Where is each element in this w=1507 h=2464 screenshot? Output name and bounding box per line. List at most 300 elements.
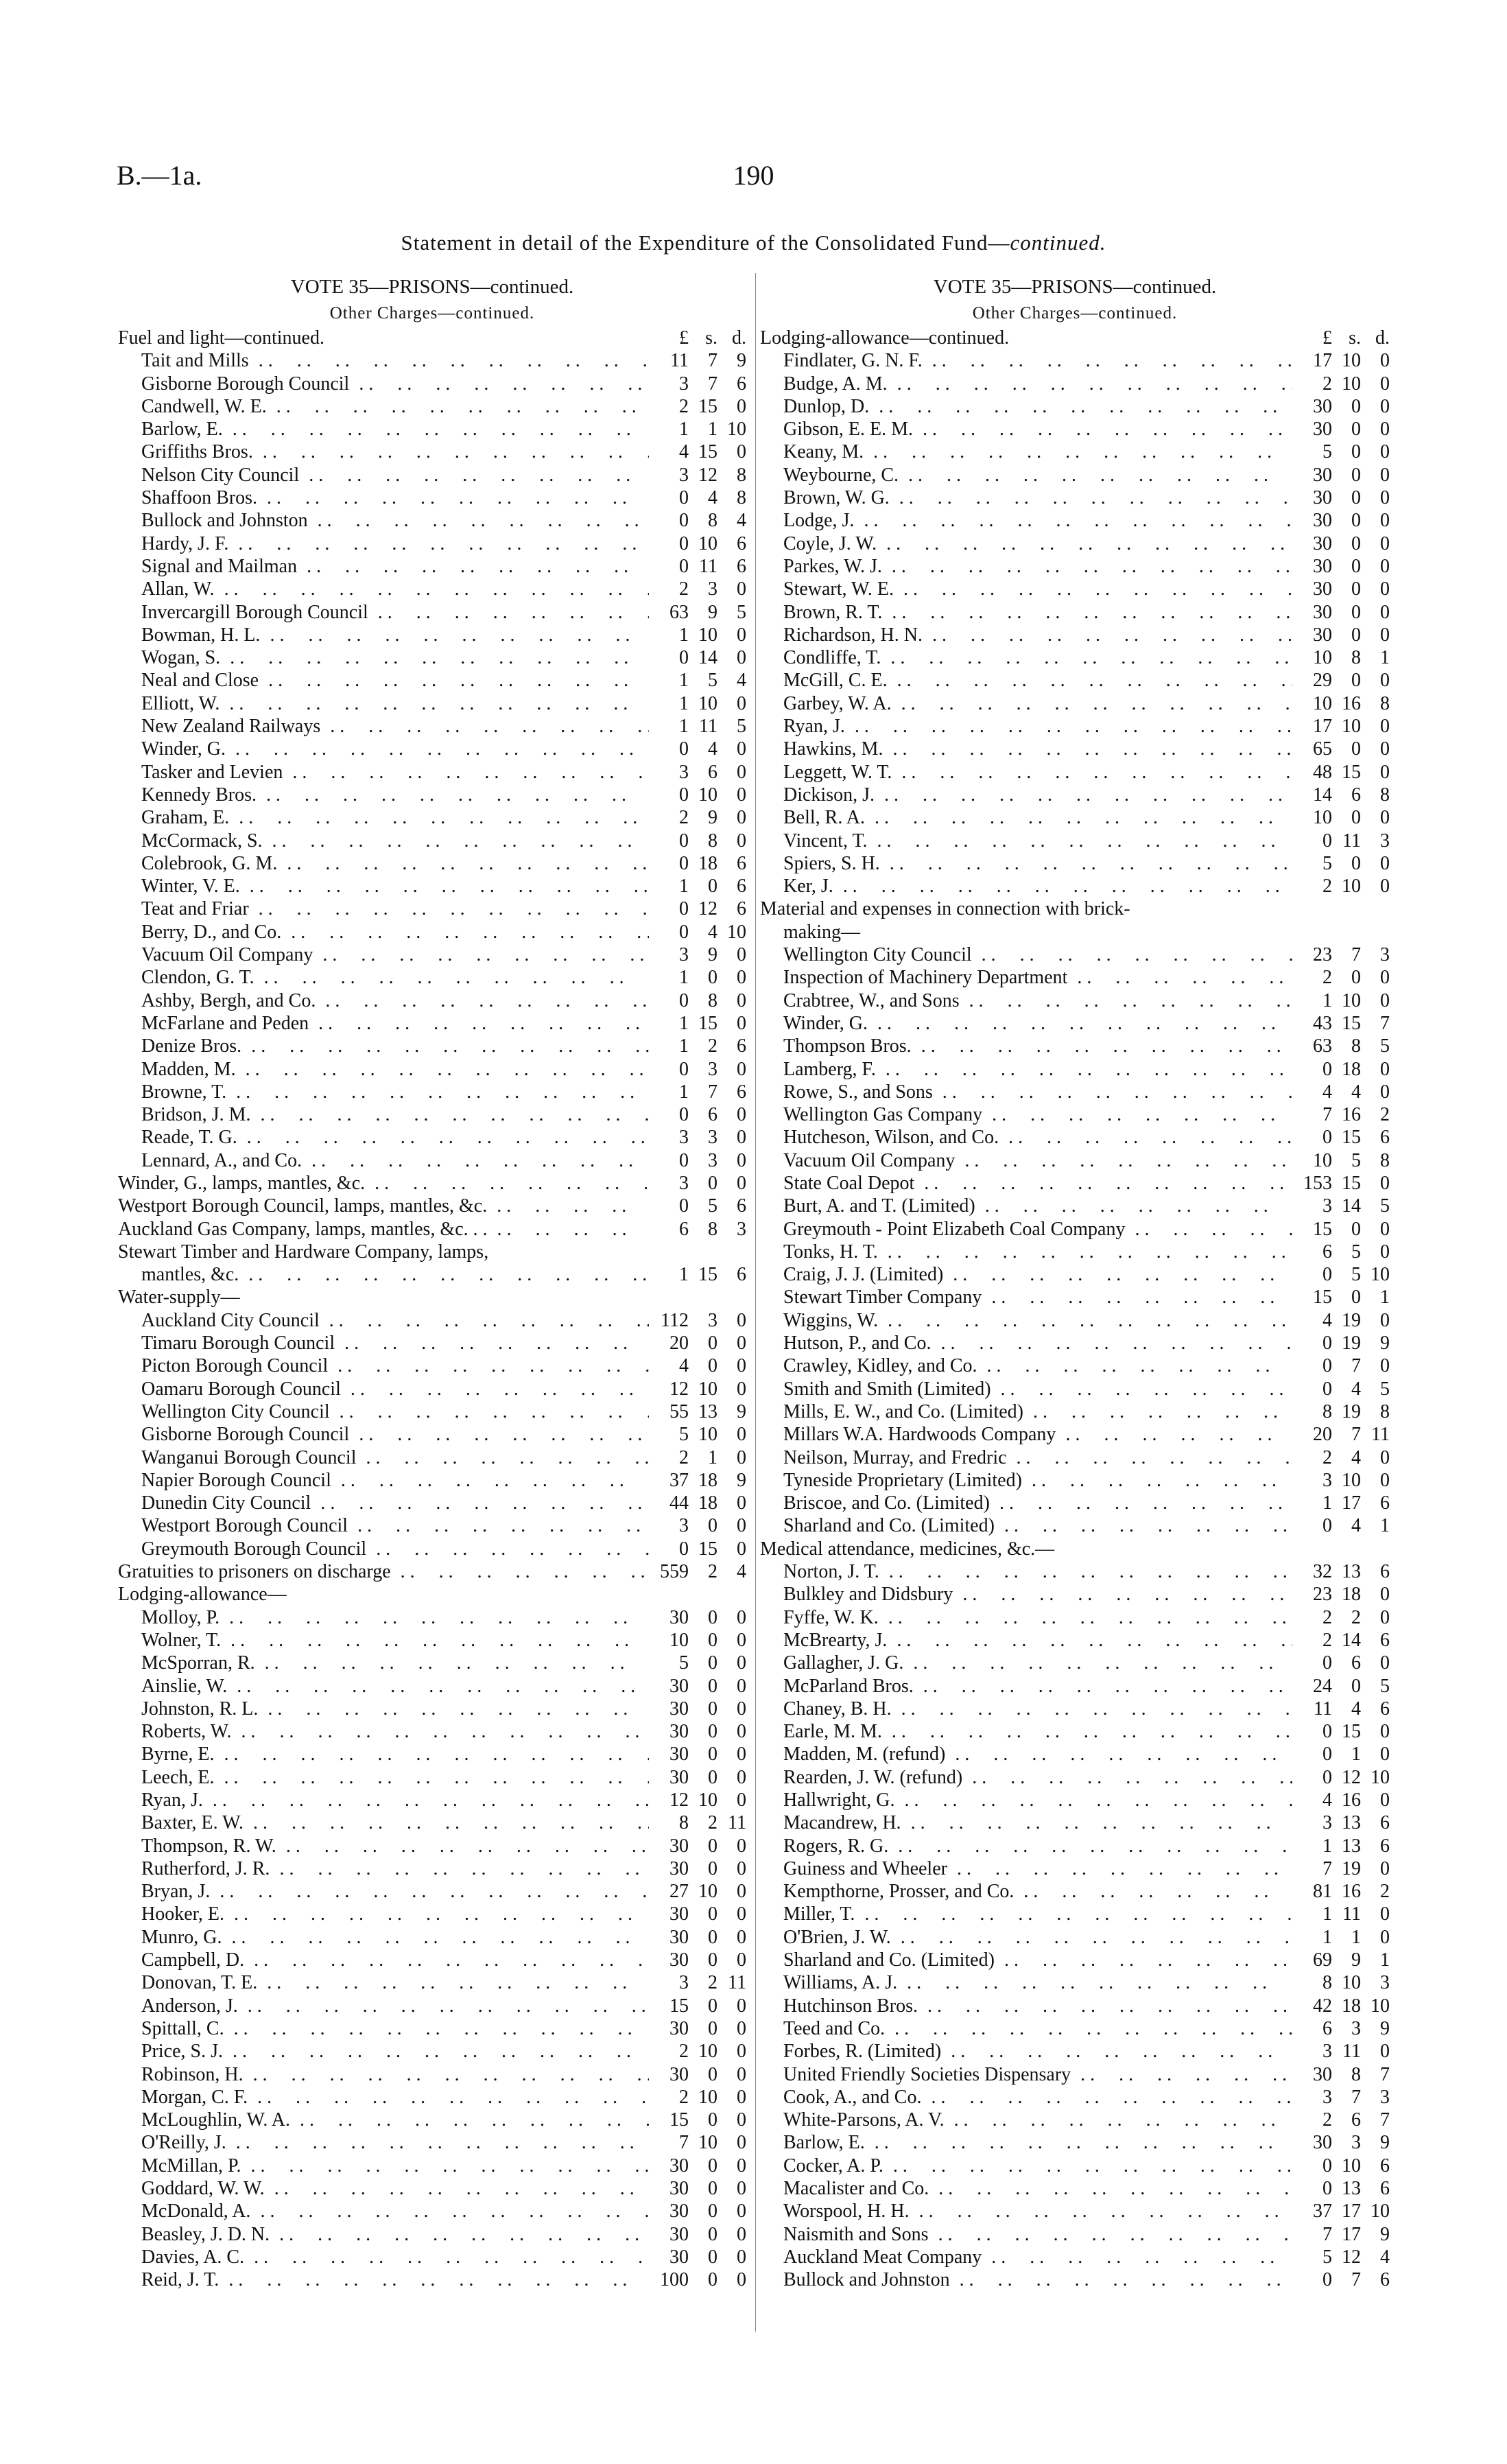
amount <box>649 486 746 509</box>
payee-label: Wogan, S. . . <box>118 646 649 669</box>
amount <box>1292 1012 1390 1035</box>
payee-label: Madden, M. . . <box>118 1058 649 1081</box>
amount <box>1292 1149 1390 1172</box>
payee-label: Ainslie, W. . . <box>118 1675 649 1698</box>
amount <box>1292 692 1390 715</box>
expenditure-row <box>118 1698 746 1720</box>
shillings-value: 19 <box>1342 1309 1361 1331</box>
pounds-value: 30 <box>669 1698 689 1720</box>
payee-label: Lamberg, F. . . <box>760 1058 1292 1081</box>
pence-value: 0 <box>1380 487 1390 509</box>
amount <box>1292 1400 1390 1423</box>
shillings-value: 16 <box>1342 1881 1361 1903</box>
expenditure-row <box>118 1492 746 1514</box>
expenditure-row <box>118 1629 746 1652</box>
pounds-value: 3 <box>679 944 689 966</box>
pence-value: 0 <box>737 1835 746 1857</box>
payee-label: Signal and Mailman . . <box>118 555 649 578</box>
payee-label: Hutcheson, Wilson, and Co. . . <box>760 1126 1292 1149</box>
pounds-value: 10 <box>1313 647 1332 669</box>
shillings-value: 7 <box>708 1081 717 1103</box>
amount <box>1292 1378 1390 1400</box>
pence-value: 5 <box>1380 1675 1390 1697</box>
shillings-value: 0 <box>708 1857 717 1879</box>
pounds-value: 0 <box>679 647 689 669</box>
pounds-value: 1 <box>679 1012 689 1034</box>
pence-value: 0 <box>737 2155 746 2176</box>
pence-value: 0 <box>1380 1903 1390 1925</box>
pence-value: 0 <box>737 1790 746 1811</box>
amount <box>649 395 746 418</box>
pounds-value: 0 <box>1322 1721 1332 1743</box>
shillings-value: 15 <box>1342 761 1361 783</box>
pounds-value: 0 <box>1322 2155 1332 2176</box>
amount <box>649 1903 746 1925</box>
expenditure-row <box>118 761 746 784</box>
pence-value: 0 <box>737 1446 746 1468</box>
pence-value: 0 <box>737 2063 746 2085</box>
pounds-value: 3 <box>679 761 689 783</box>
pence-value: 0 <box>1380 852 1390 874</box>
pence-value: 0 <box>737 1333 746 1354</box>
payee-label: Munro, G. . . <box>118 1926 649 1949</box>
payee-label: Keany, M. . . <box>760 441 1292 463</box>
expenditure-row <box>760 669 1390 692</box>
expenditure-row <box>118 2131 746 2154</box>
amount <box>1292 2155 1390 2177</box>
amount <box>649 1423 746 1446</box>
pounds-value: 4 <box>1322 1309 1332 1331</box>
payee-label: Wellington City Council . . <box>760 943 1292 966</box>
amount <box>649 943 746 966</box>
pounds-value: 1 <box>679 1035 689 1057</box>
shillings-value: 0 <box>708 1675 717 1697</box>
left-column <box>118 273 746 2292</box>
expenditure-row <box>118 1195 746 1217</box>
shillings-value: 6 <box>1351 2109 1361 2131</box>
expenditure-row <box>760 395 1390 418</box>
pounds-value: 0 <box>679 989 689 1011</box>
expenditure-row <box>118 2109 746 2131</box>
pence-value: 6 <box>737 1264 746 1286</box>
pence-value: 0 <box>737 647 746 669</box>
amount <box>649 897 746 920</box>
pence-value: 0 <box>737 1058 746 1080</box>
pounds-value: 4 <box>679 1355 689 1377</box>
payee-label: Hooker, E. . . <box>118 1903 649 1925</box>
pence-value: 0 <box>737 1995 746 2017</box>
shillings-value: 5 <box>708 670 717 692</box>
pounds-value: 0 <box>1322 1766 1332 1788</box>
payee-label: Wellington City Council . . <box>118 1400 649 1423</box>
amount <box>1292 1035 1390 1057</box>
pence-value: 5 <box>1380 1195 1390 1217</box>
pounds-value: 0 <box>1322 830 1332 852</box>
shillings-value: 5 <box>1351 1149 1361 1171</box>
pounds-value: 0 <box>679 921 689 943</box>
payee-label: Hutson, P., and Co. . . <box>760 1332 1292 1354</box>
amount <box>649 738 746 760</box>
expenditure-row <box>760 1081 1390 1103</box>
amount <box>1292 1195 1390 1217</box>
payee-label: Miller, T. . . <box>760 1903 1292 1925</box>
shillings-value: 6 <box>1351 1652 1361 1674</box>
expenditure-row <box>118 2086 746 2109</box>
pence-value: 3 <box>737 1218 746 1240</box>
pounds-value: 6 <box>1322 2017 1332 2039</box>
shillings-value: 0 <box>708 1515 717 1537</box>
pence-value: 0 <box>1380 555 1390 577</box>
expenditure-row <box>118 1012 746 1035</box>
expenditure-row <box>760 2223 1390 2246</box>
shillings-value: 0 <box>708 1926 717 1948</box>
pounds-value: 3 <box>1322 2086 1332 2108</box>
payee-label: Price, S. J. . . <box>118 2040 649 2063</box>
pence-value: 6 <box>737 898 746 920</box>
pounds-value: 0 <box>1322 1515 1332 1537</box>
payee-label: Worspool, H. H. . . <box>760 2200 1292 2222</box>
pounds-value: 20 <box>669 1333 689 1354</box>
amount <box>1292 2223 1390 2246</box>
payee-label: McDonald, A. . . <box>118 2200 649 2222</box>
pence-value: 0 <box>1380 1446 1390 1468</box>
pence-value: 0 <box>1380 1058 1390 1080</box>
expenditure-row <box>760 1629 1390 1652</box>
expenditure-row <box>760 2063 1390 2086</box>
payee-label: Dunlop, D. . . <box>760 395 1292 418</box>
pounds-value: 3 <box>679 1972 689 1994</box>
payee-label: Lodging-allowance—continued. <box>760 327 1010 349</box>
pence-value: 0 <box>1380 1218 1390 1240</box>
payee-label: Gibson, E. E. M. . . <box>760 418 1292 441</box>
pence-value: 6 <box>737 1081 746 1103</box>
shillings-value: 0 <box>1351 1675 1361 1697</box>
pounds-value: 3 <box>1322 1469 1332 1491</box>
pence-value: 0 <box>1380 738 1390 760</box>
amount <box>1292 1058 1390 1081</box>
payee-label: Invercargill Borough Council . . <box>118 601 649 624</box>
amount <box>1292 2131 1390 2154</box>
amount <box>1292 1263 1390 1286</box>
expenditure-row <box>760 1606 1390 1629</box>
expenditure-row <box>760 966 1390 989</box>
expenditure-row <box>118 1035 746 1057</box>
amount <box>649 327 746 349</box>
pounds-value: 8 <box>679 1812 689 1834</box>
amount <box>1292 989 1390 1012</box>
payee-label: Sharland and Co. (Limited) . . <box>760 1949 1292 1971</box>
amount <box>1292 1857 1390 1880</box>
amount <box>649 578 746 600</box>
shillings-value: 10 <box>1342 716 1361 738</box>
amount <box>649 2268 746 2291</box>
pounds-value: 1 <box>679 1081 689 1103</box>
pence-value: 0 <box>737 2269 746 2291</box>
expenditure-row <box>760 875 1390 897</box>
amount <box>1292 1835 1390 1857</box>
expenditure-row <box>118 1241 746 1263</box>
amount <box>649 1492 746 1514</box>
shillings-value: 18 <box>1342 1584 1361 1606</box>
amount <box>1292 1309 1390 1332</box>
expenditure-row <box>118 1332 746 1354</box>
pounds-value: 2 <box>1322 967 1332 989</box>
pounds-value: 30 <box>1313 601 1332 623</box>
payee-label: Parkes, W. J. . . <box>760 555 1292 578</box>
shillings-value: 0 <box>708 2246 717 2268</box>
payee-label: Brown, W. G. . . <box>760 486 1292 509</box>
pounds-value: 0 <box>1322 1378 1332 1400</box>
expenditure-row <box>760 943 1390 966</box>
pounds-value: 30 <box>1313 555 1332 577</box>
amount <box>649 646 746 669</box>
amount <box>1292 1560 1390 1583</box>
amount <box>1292 1286 1390 1309</box>
statement-title-text: Statement in detail of the Expenditure of the Consolidated Fund— <box>401 231 1010 255</box>
pence-value: 0 <box>737 1881 746 1903</box>
expenditure-row <box>118 1514 746 1537</box>
pounds-value: 0 <box>679 555 689 577</box>
pounds-value: 1 <box>1322 1926 1332 1948</box>
expenditure-row <box>118 692 746 715</box>
shillings-value: 0 <box>708 2223 717 2245</box>
amount <box>649 1720 746 1743</box>
pounds-value: 2 <box>1322 373 1332 395</box>
expenditure-row <box>760 1835 1390 1857</box>
expenditure-row <box>760 1903 1390 1925</box>
pence-value: 0 <box>737 1172 746 1194</box>
pounds-value: 3 <box>679 464 689 486</box>
shillings-value: 11 <box>699 555 717 577</box>
payee-label: Nelson City Council . . <box>118 464 649 486</box>
amount <box>649 1446 746 1469</box>
pence-value: 0 <box>1380 464 1390 486</box>
pence-value: 0 <box>737 624 746 646</box>
expenditure-row <box>118 2268 746 2291</box>
shillings-value: 10 <box>698 2086 717 2108</box>
shillings-value: 4 <box>708 487 717 509</box>
expenditure-row <box>118 601 746 624</box>
pounds-value: 4 <box>1322 1790 1332 1811</box>
amount <box>649 441 746 463</box>
payee-label: Vincent, T. . . <box>760 830 1292 852</box>
amount <box>649 2246 746 2268</box>
payee-label: Greymouth - Point Elizabeth Coal Company . . <box>760 1218 1292 1241</box>
shillings-value: 8 <box>1351 1035 1361 1057</box>
amount <box>649 509 746 532</box>
payee-label: Garbey, W. A. . . <box>760 692 1292 715</box>
payee-label: Burt, A. and T. (Limited) . . <box>760 1195 1292 1217</box>
pence-value: 5 <box>1380 1035 1390 1057</box>
expenditure-row <box>118 921 746 943</box>
pounds-value: 0 <box>1322 1264 1332 1286</box>
pence-value: 0 <box>1380 1744 1390 1765</box>
payee-label: Spittall, C. . . <box>118 2017 649 2040</box>
pounds-value: 0 <box>1322 1127 1332 1149</box>
expenditure-row <box>760 2109 1390 2131</box>
expenditure-row <box>760 1949 1390 1971</box>
amount <box>649 1811 746 1834</box>
expenditure-row <box>760 2155 1390 2177</box>
expenditure-row <box>760 1241 1390 1263</box>
amount <box>1292 1903 1390 1925</box>
pounds-value: 30 <box>1313 624 1332 646</box>
pounds-value: 27 <box>669 1881 689 1903</box>
pence-value: 3 <box>1380 1972 1390 1994</box>
shillings-value: 10 <box>1342 2155 1361 2176</box>
amount <box>1292 1652 1390 1674</box>
pence-value: 6 <box>1380 1127 1390 1149</box>
shillings-value: 0 <box>708 2201 717 2222</box>
payee-label: Bullock and Johnston . . <box>118 509 649 532</box>
expenditure-row <box>760 486 1390 509</box>
amount <box>1292 578 1390 600</box>
pounds-value: 2 <box>679 1446 689 1468</box>
expenditure-row <box>760 1423 1390 1446</box>
expenditure-row <box>760 555 1390 578</box>
pounds-value: 5 <box>679 1652 689 1674</box>
amount <box>1292 1081 1390 1103</box>
pence-value: 10 <box>1370 1995 1390 2017</box>
pence-value: 6 <box>1380 2269 1390 2291</box>
shillings-value: 0 <box>708 1333 717 1354</box>
amount <box>649 1378 746 1400</box>
amount <box>649 1538 746 1560</box>
shillings-value: 10 <box>698 1790 717 1811</box>
payee-label: Johnston, R. L. . . <box>118 1698 649 1720</box>
payee-label: Material and expenses in connection with brick- <box>760 898 1130 920</box>
pence-value: 4 <box>737 510 746 532</box>
amount <box>649 1743 746 1765</box>
payee-label: Cocker, A. P. . . <box>760 2155 1292 2177</box>
document-code: B.—1a. <box>117 160 202 191</box>
pence-value: 7 <box>1380 1012 1390 1034</box>
shillings-value: 5 <box>1351 1241 1361 1263</box>
payee-label: Gisborne Borough Council . . <box>118 373 649 395</box>
expenditure-row <box>760 1789 1390 1811</box>
pounds-value: 1 <box>1322 989 1332 1011</box>
shillings-value: 0 <box>708 1355 717 1377</box>
amount <box>649 784 746 806</box>
expenditure-row <box>760 1583 1390 1606</box>
amount <box>1292 1675 1390 1698</box>
expenditure-row <box>118 486 746 509</box>
expenditure-row <box>118 1880 746 1903</box>
expenditure-row <box>118 2223 746 2246</box>
amount <box>649 1149 746 1172</box>
pounds-value: 6 <box>679 1218 689 1240</box>
pence-value: 0 <box>1380 395 1390 417</box>
pence-value: 0 <box>1380 1355 1390 1377</box>
shillings-value: 7 <box>1351 1424 1361 1446</box>
payee-label: McFarlane and Peden . . <box>118 1012 649 1035</box>
pounds-value: 0 <box>679 487 689 509</box>
shillings-value: 13 <box>698 1400 717 1422</box>
payee-label: Bulkley and Didsbury . . <box>760 1583 1292 1606</box>
pence-value: 0 <box>737 2132 746 2154</box>
expenditure-row <box>760 1652 1390 1674</box>
amount <box>649 2200 746 2222</box>
pence-value: 8 <box>1380 692 1390 714</box>
amount <box>649 1035 746 1057</box>
shillings-value: 10 <box>1342 373 1361 395</box>
payee-label: Ryan, J. . . <box>118 1789 649 1811</box>
amount <box>649 1629 746 1652</box>
pence-value: 8 <box>737 464 746 486</box>
pence-value: 2 <box>1380 1104 1390 1126</box>
amount <box>649 1880 746 1903</box>
payee-label: Millars W.A. Hardwoods Company . . <box>760 1423 1292 1446</box>
pounds-value: 30 <box>1313 2132 1332 2154</box>
pounds-value: 2 <box>1322 2109 1332 2131</box>
pounds-value: 2 <box>679 2086 689 2108</box>
expenditure-row <box>760 1400 1390 1423</box>
expenditure-row <box>760 1880 1390 1903</box>
pounds-value: 3 <box>1322 1812 1332 1834</box>
payee-label: Kennedy Bros. . . <box>118 784 649 806</box>
pounds-value: 5 <box>1322 441 1332 463</box>
pence-value: 0 <box>1380 716 1390 738</box>
amount <box>649 464 746 486</box>
pence-value: 0 <box>737 1309 746 1331</box>
amount <box>1292 1926 1390 1949</box>
pence-value: 0 <box>1380 1469 1390 1491</box>
shillings-value: 10 <box>1342 989 1361 1011</box>
pence-value: 11 <box>1371 1424 1390 1446</box>
shillings-value: 0 <box>708 1995 717 2017</box>
amount <box>1292 1492 1390 1514</box>
expenditure-row <box>760 646 1390 669</box>
expenditure-row <box>118 784 746 806</box>
shillings-value: 10 <box>698 2132 717 2154</box>
amount <box>649 1354 746 1377</box>
payee-label: Neilson, Murray, and Fredric . . <box>760 1446 1292 1469</box>
amount <box>1292 852 1390 875</box>
pounds-value: 153 <box>1303 1172 1332 1194</box>
payee-label: Chaney, B. H. . . <box>760 1698 1292 1720</box>
shillings-value: 4 <box>1351 1081 1361 1103</box>
shillings-value: 3 <box>708 1127 717 1149</box>
amount <box>649 1103 746 1126</box>
amount <box>1292 966 1390 989</box>
payee-label: Rowe, S., and Sons . . <box>760 1081 1292 1103</box>
payee-label: Barlow, E. . . <box>118 418 649 441</box>
shillings-value: 7 <box>1351 944 1361 966</box>
left-vote-heading: VOTE 35—PRISONS—continued. <box>290 276 574 298</box>
expenditure-row <box>118 578 746 600</box>
shillings-value: 0 <box>1351 419 1361 441</box>
payee-label: Sharland and Co. (Limited) . . <box>760 1514 1292 1537</box>
payee-label: Greymouth Borough Council . . <box>118 1538 649 1560</box>
payee-label: Weybourne, C. . . <box>760 464 1292 486</box>
pounds-value: 1 <box>679 876 689 897</box>
pence-value: 0 <box>737 1698 746 1720</box>
pence-value: 0 <box>1380 510 1390 532</box>
pence-value: 6 <box>737 1035 746 1057</box>
pence-value: 7 <box>1380 2109 1390 2131</box>
amount <box>1292 715 1390 738</box>
payee-label: Coyle, J. W. . . <box>760 532 1292 555</box>
shillings-value: 15 <box>698 1538 717 1560</box>
pounds-value: 4 <box>1322 1081 1332 1103</box>
shillings-value: 8 <box>708 830 717 852</box>
pence-value: 0 <box>737 1629 746 1651</box>
expenditure-row <box>760 1675 1390 1698</box>
pence-value: 8 <box>1380 1400 1390 1422</box>
payee-label: Earle, M. M. . . <box>760 1720 1292 1743</box>
expenditure-row <box>760 1058 1390 1081</box>
pounds-value: 5 <box>679 1424 689 1446</box>
